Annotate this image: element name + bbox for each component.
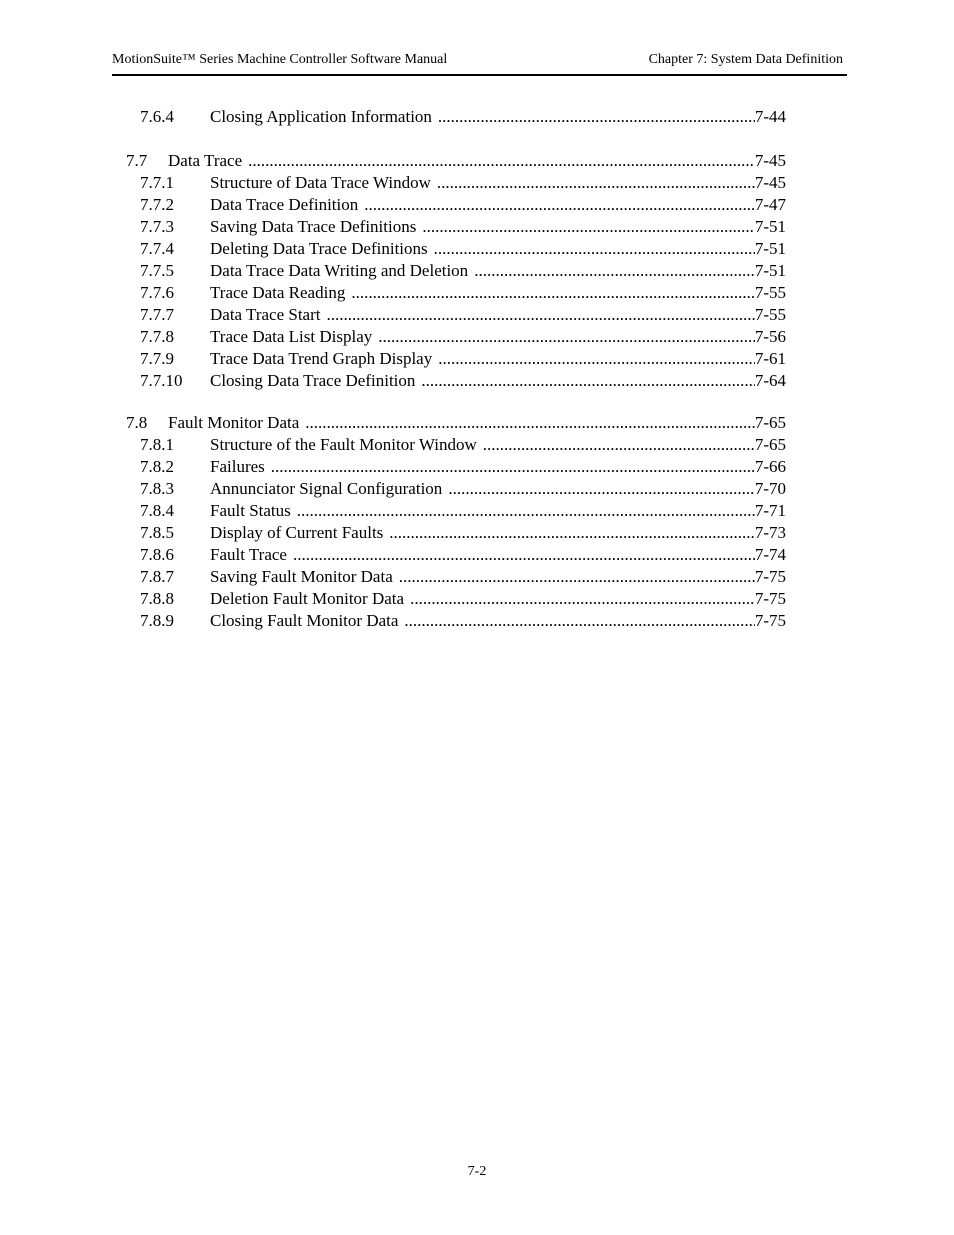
toc-entry-number: 7.8.4 [140,501,174,520]
toc-entry-title: Closing Application Information [210,107,432,126]
toc-entry-number: 7.7 [126,151,148,170]
toc-entry [126,150,786,172]
toc-entry [140,478,786,500]
toc-entry [126,412,786,434]
toc-entry-title: Data Trace Start [210,305,321,324]
toc-dot-leader [404,588,755,610]
toc-entry [140,260,786,282]
toc-dot-leader [442,478,755,500]
toc-entry-title: Saving Data Trace Definitions [210,217,417,236]
toc-entry [140,282,786,304]
toc-entry [140,610,786,632]
toc-entry-page: 7-45 [754,151,786,170]
toc-entry [140,588,786,610]
toc-entry-page: 7-55 [754,283,786,302]
toc-entry [140,216,786,238]
toc-entry-page: 7-65 [754,435,786,454]
toc-entry-page: 7-51 [754,239,786,258]
toc-dot-leader [372,326,755,348]
toc-entry [140,304,786,326]
toc-entry-number: 7.8.7 [140,567,174,586]
toc-entry-number: 7.8.1 [140,435,174,454]
toc-dot-leader [431,172,755,194]
toc-entry-title: Data Trace Data Writing and Deletion [210,261,469,280]
toc-entry-number: 7.7.2 [140,195,174,214]
toc-entry [140,544,786,566]
toc-entry [140,434,786,456]
toc-entry [140,348,786,370]
toc-entry-title: Trace Data Reading [210,283,346,302]
toc-entry-page: 7-75 [754,589,786,608]
toc-entry-number: 7.7.3 [140,217,174,236]
toc-dot-leader [428,238,755,260]
toc-dot-leader [291,500,755,522]
toc-entry-title: Closing Data Trace Definition [210,371,416,390]
toc-dot-leader [287,544,755,566]
toc-dot-leader [432,106,755,128]
toc-entry-page: 7-47 [754,195,786,214]
toc-entry-page: 7-71 [754,501,786,520]
toc-dot-leader [398,610,754,632]
toc-entry-number: 7.7.4 [140,239,174,258]
toc-entry [140,172,786,194]
toc-dot-leader [393,566,755,588]
toc-entry-page: 7-51 [754,261,786,280]
toc-entry-page: 7-70 [754,479,786,498]
toc-dot-leader [299,412,755,434]
toc-entry [140,238,786,260]
toc-entry-title: Trace Data List Display [210,327,373,346]
toc-entry [140,456,786,478]
toc-entry-page: 7-55 [754,305,786,324]
toc-entry-number: 7.8.8 [140,589,174,608]
toc-entry-title: Trace Data Trend Graph Display [210,349,433,368]
toc-entry [140,522,786,544]
toc-entry-title: Structure of Data Trace Window [210,173,431,192]
toc-dot-leader [320,304,754,326]
toc-entry-number: 7.7.8 [140,327,174,346]
toc-dot-leader [265,456,755,478]
toc-dot-leader [242,150,755,172]
toc-entry-page: 7-61 [754,349,786,368]
chapter-title: Chapter 7: System Data Definition [648,52,843,67]
toc-entry-title: Fault Trace [210,545,287,564]
toc-entry-number: 7.7.1 [140,173,174,192]
toc-entry-number: 7.8.2 [140,457,174,476]
toc-entry-page: 7-73 [754,523,786,542]
toc-entry-number: 7.6.4 [140,107,174,126]
toc-entry-title: Data Trace [168,151,243,170]
toc-entry-page: 7-44 [754,107,786,126]
toc-entry-page: 7-66 [754,457,786,476]
toc-entry [140,500,786,522]
toc-entry-title: Display of Current Faults [210,523,384,542]
page-number: 7-2 [467,1164,487,1179]
toc-dot-leader [468,260,755,282]
toc-entry-number: 7.8 [126,413,148,432]
toc-entry-number: 7.7.7 [140,305,174,324]
toc-dot-leader [358,194,755,216]
toc-entry [140,370,786,392]
manual-title: MotionSuite™ Series Machine Controller Software Manual [112,52,448,67]
toc-entry-title: Annunciator Signal Configuration [210,479,443,498]
toc-dot-leader [383,522,755,544]
toc-entry-title: Fault Status [210,501,291,520]
toc-dot-leader [345,282,755,304]
toc-entry-title: Structure of the Fault Monitor Window [210,435,477,454]
toc-entry-number: 7.8.9 [140,611,174,630]
toc-entry-title: Deleting Data Trace Definitions [210,239,428,258]
toc-entry-title: Deletion Fault Monitor Data [210,589,405,608]
toc-entry-page: 7-45 [754,173,786,192]
toc-entry-page: 7-64 [754,371,786,390]
toc-entry-page: 7-65 [754,413,786,432]
toc-entry-page: 7-51 [754,217,786,236]
toc-entry-number: 7.8.3 [140,479,174,498]
toc-entry-number: 7.7.10 [140,371,183,390]
toc-entry-number: 7.7.5 [140,261,174,280]
toc-entry-title: Saving Fault Monitor Data [210,567,393,586]
toc-entry-page: 7-75 [754,611,786,630]
toc-dot-leader [415,370,754,392]
toc-entry-number: 7.7.9 [140,349,174,368]
toc-entry [140,326,786,348]
toc-entry-title: Failures [210,457,265,476]
toc-entry-number: 7.7.6 [140,283,174,302]
toc-dot-leader [477,434,755,456]
toc-entry-number: 7.8.5 [140,523,174,542]
toc-entry-page: 7-74 [754,545,786,564]
toc-entry [140,194,786,216]
toc-dot-leader [416,216,754,238]
toc-entry-title: Fault Monitor Data [168,413,300,432]
page-header [112,52,847,76]
toc-entry [140,566,786,588]
toc-entry [140,106,786,128]
toc-entry-title: Closing Fault Monitor Data [210,611,399,630]
toc-entry-page: 7-56 [754,327,786,346]
toc-entry-title: Data Trace Definition [210,195,359,214]
toc-entry-number: 7.8.6 [140,545,174,564]
toc-entry-page: 7-75 [754,567,786,586]
toc-dot-leader [432,348,755,370]
